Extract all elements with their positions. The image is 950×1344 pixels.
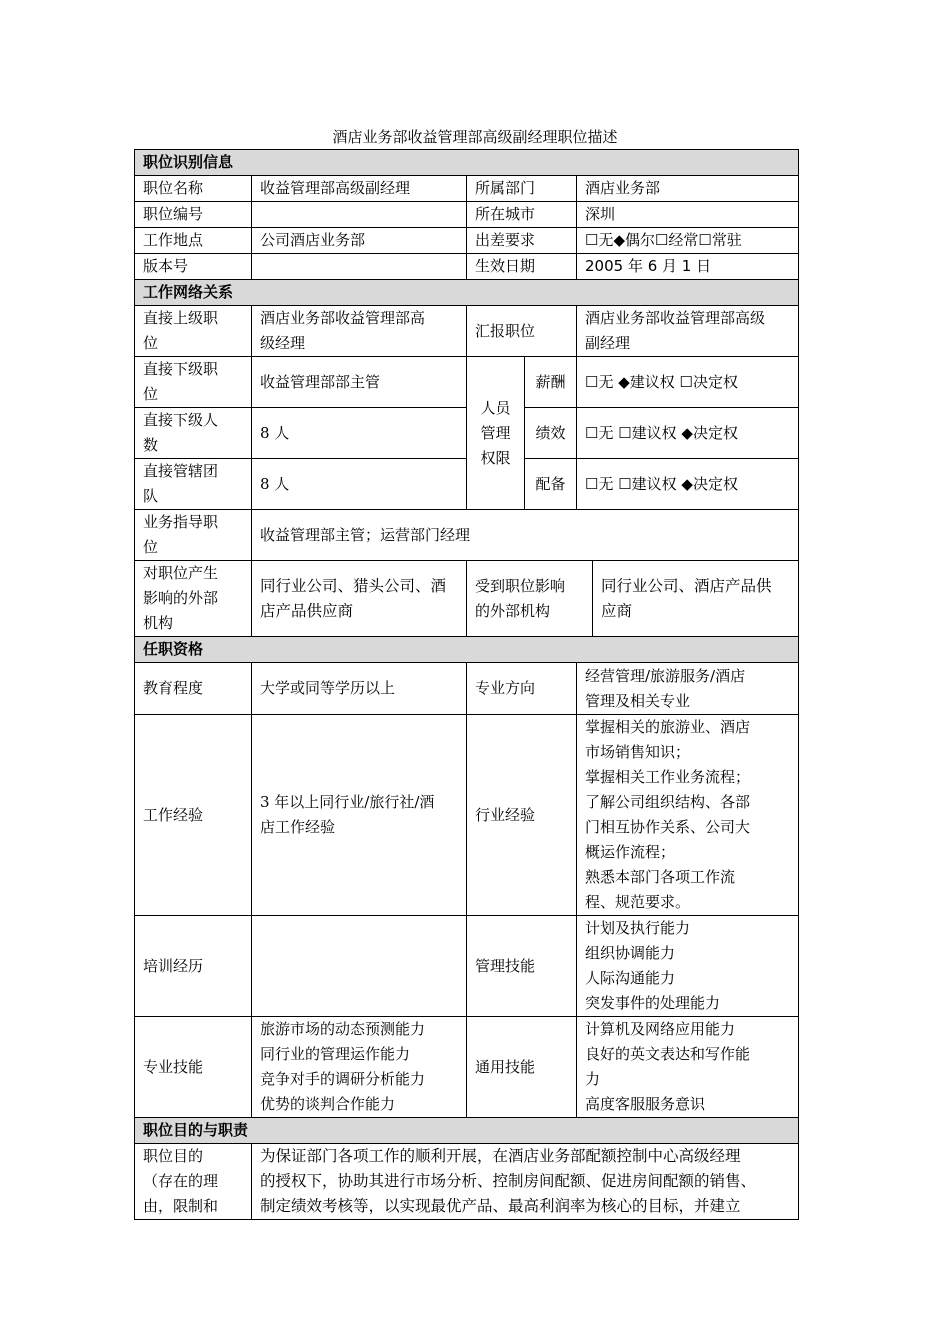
purpose-text: 为保证部门各项工作的顺利开展，在酒店业务部配额控制中心高级经理 的授权下，协助其进行市场分析、控制房间配额、促进房间配额的销售、 制定绩效考核等，以实现最优产品、最高利润率为核心的目标，并建立 (252, 1144, 799, 1220)
document-title: 酒店业务部收益管理部高级副经理职位描述 (332, 128, 618, 146)
guidance-label: 业务指导职 位 (135, 510, 252, 561)
travel-label: 出差要求 (467, 228, 577, 254)
training-value (252, 916, 467, 1017)
affected-value: 同行业公司、酒店产品供 应商 (593, 561, 799, 637)
general-skill-label: 通用技能 (467, 1017, 577, 1118)
location-label: 工作地点 (135, 228, 252, 254)
sub-count-label: 直接下级人 数 (135, 408, 252, 459)
effective-label: 生效日期 (467, 254, 577, 280)
superior-value: 酒店业务部收益管理部高 级经理 (252, 306, 467, 357)
report-value: 酒店业务部收益管理部高级 副经理 (577, 306, 799, 357)
subordinate-value: 收益管理部部主管 (252, 357, 467, 408)
team-value: 8 人 (252, 459, 467, 510)
section-qualification: 任职资格 (135, 637, 799, 663)
section-purpose: 职位目的与职责 (135, 1118, 799, 1144)
salary-label: 薪酬 (525, 357, 577, 408)
superior-label: 直接上级职 位 (135, 306, 252, 357)
experience-label: 工作经验 (135, 715, 252, 916)
education-value: 大学或同等学历以上 (252, 663, 467, 715)
purpose-label: 职位目的 （存在的理 由，限制和 (135, 1144, 252, 1220)
job-name-label: 职位名称 (135, 176, 252, 202)
mgmt-value: 计划及执行能力 组织协调能力 人际沟通能力 突发事件的处理能力 (577, 916, 799, 1017)
section-network: 工作网络关系 (135, 280, 799, 306)
subordinate-label: 直接下级职 位 (135, 357, 252, 408)
industry-value: 掌握相关的旅游业、酒店 市场销售知识； 掌握相关工作业务流程； 了解公司组织结构、各部 门相互协作关系、公司大 概运作流程； 熟悉本部门各项工作流 程、规范要求。 (577, 715, 799, 916)
job-no-value (252, 202, 467, 228)
pro-skill-value: 旅游市场的动态预测能力 同行业的管理运作能力 竞争对手的调研分析能力 优势的谈判合作能力 (252, 1017, 467, 1118)
salary-value: ☐无 ◆建议权 ☐决定权 (577, 357, 799, 408)
sub-count-value: 8 人 (252, 408, 467, 459)
external-value: 同行业公司、猎头公司、酒 店产品供应商 (252, 561, 467, 637)
staffing-value: ☐无 ☐建议权 ◆决定权 (577, 459, 799, 510)
version-label: 版本号 (135, 254, 252, 280)
external-label: 对职位产生 影响的外部 机构 (135, 561, 252, 637)
performance-label: 绩效 (525, 408, 577, 459)
dept-value: 酒店业务部 (577, 176, 799, 202)
industry-label: 行业经验 (467, 715, 577, 916)
dept-label: 所属部门 (467, 176, 577, 202)
major-label: 专业方向 (467, 663, 577, 715)
experience-value: 3 年以上同行业/旅行社/酒 店工作经验 (252, 715, 467, 916)
team-label: 直接管辖团 队 (135, 459, 252, 510)
pro-skill-label: 专业技能 (135, 1017, 252, 1118)
city-value: 深圳 (577, 202, 799, 228)
training-label: 培训经历 (135, 916, 252, 1017)
affected-label: 受到职位影响 的外部机构 (467, 561, 593, 637)
report-label: 汇报职位 (467, 306, 577, 357)
general-skill-value: 计算机及网络应用能力 良好的英文表达和写作能 力 高度客服服务意识 (577, 1017, 799, 1118)
staffing-label: 配备 (525, 459, 577, 510)
section-identity: 职位识别信息 (135, 150, 799, 176)
major-value: 经营管理/旅游服务/酒店 管理及相关专业 (577, 663, 799, 715)
job-no-label: 职位编号 (135, 202, 252, 228)
location-value: 公司酒店业务部 (252, 228, 467, 254)
city-label: 所在城市 (467, 202, 577, 228)
authority-label: 人员 管理 权限 (467, 357, 525, 510)
travel-value: ☐无◆偶尔☐经常☐常驻 (577, 228, 799, 254)
performance-value: ☐无 ☐建议权 ◆决定权 (577, 408, 799, 459)
mgmt-label: 管理技能 (467, 916, 577, 1017)
job-name-value: 收益管理部高级副经理 (252, 176, 467, 202)
version-value (252, 254, 467, 280)
education-label: 教育程度 (135, 663, 252, 715)
effective-value: 2005 年 6 月 1 日 (577, 254, 799, 280)
job-description-table (134, 149, 799, 1220)
guidance-value: 收益管理部主管；运营部门经理 (252, 510, 799, 561)
